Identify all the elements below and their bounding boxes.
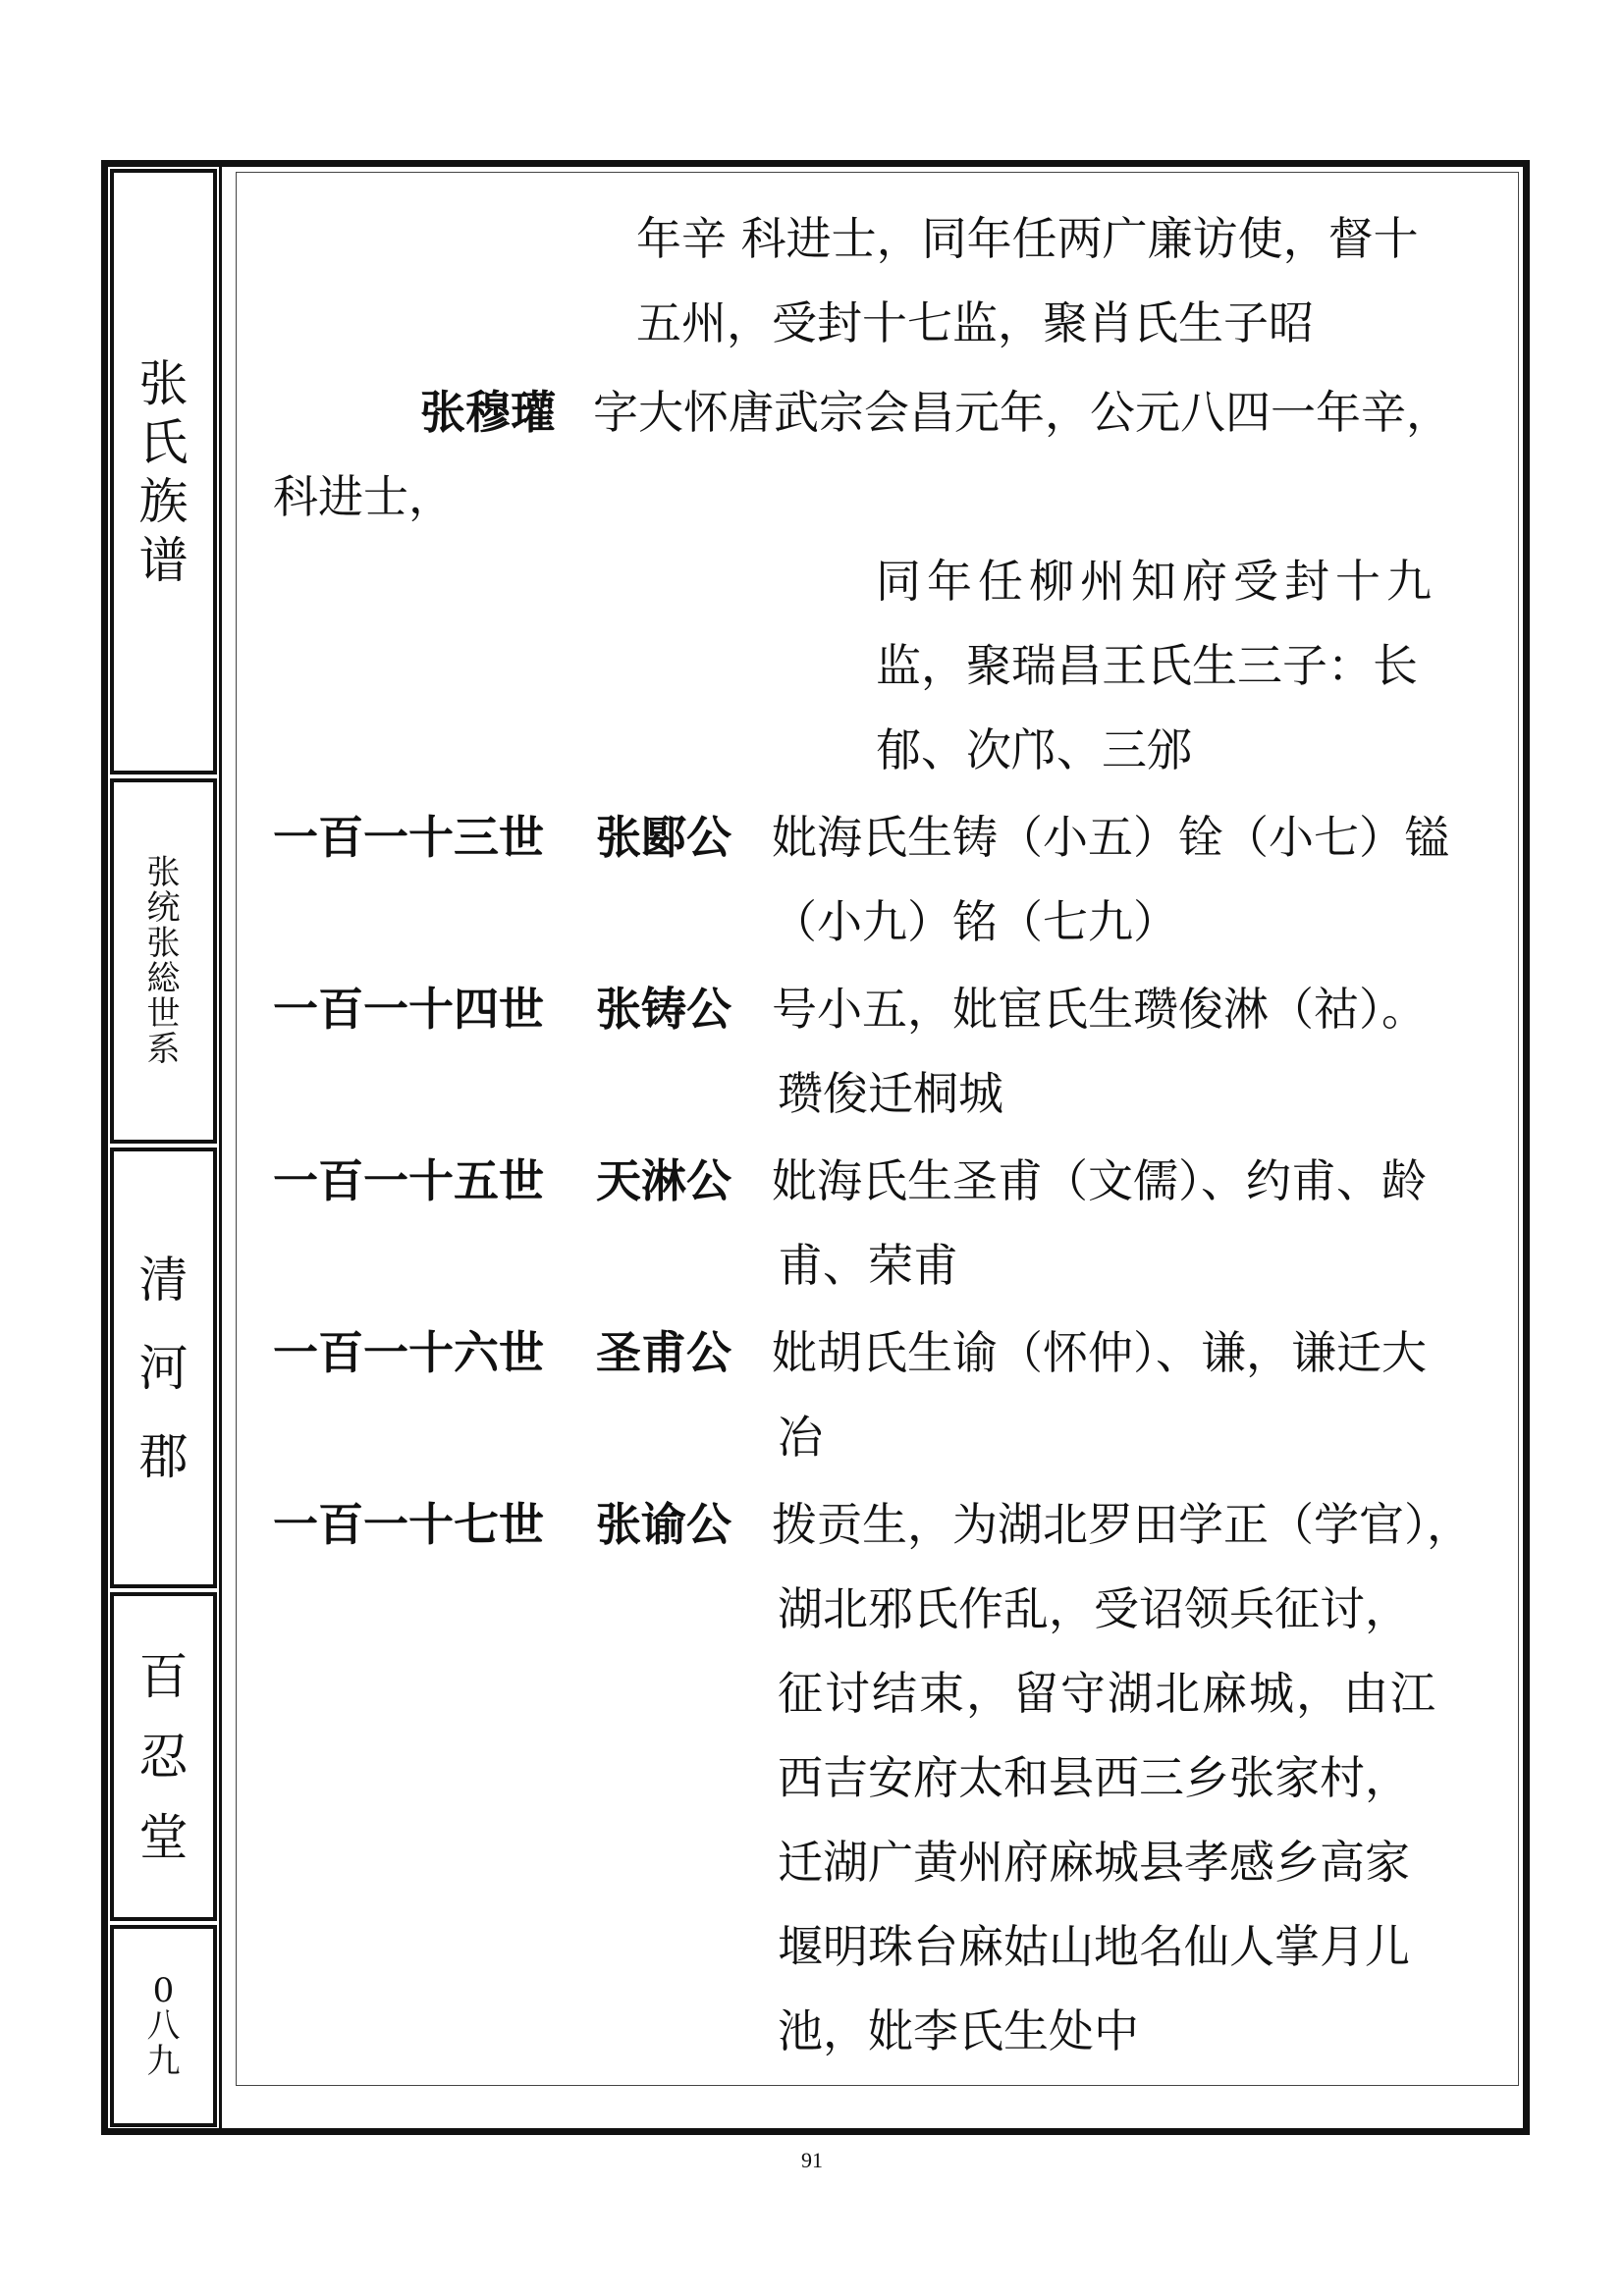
generation-label: 一百一十七世 [273, 1498, 544, 1551]
sidebar-lineage-char: 系 [146, 1030, 181, 1069]
text-line: 同年任柳州知府受封十九 [876, 555, 1437, 608]
text-line: 郁、次邝、三邠 [876, 723, 1192, 776]
text-line: 科进士， [273, 470, 454, 523]
person-name: 圣甫公 [596, 1326, 731, 1379]
text-line: 监，聚瑞昌王氏生三子：长 [876, 639, 1418, 692]
text-line: 妣胡氏生谕（怀仲）、谦，谦迁大 [772, 1326, 1427, 1379]
sidebar-commandery-char: 清 [138, 1251, 189, 1308]
text-line: 征讨结束，留守湖北麻城，由江 [778, 1667, 1437, 1720]
sidebar-title-char: 谱 [138, 531, 189, 589]
text-line: 堰明珠台麻姑山地名仙人掌月儿 [778, 1920, 1410, 1973]
sidebar-hall-char: 百 [138, 1647, 189, 1705]
text-line: 冶 [778, 1411, 823, 1464]
text-line: 甫、荣甫 [778, 1239, 958, 1292]
sidebar-lineage-char: 総 [146, 959, 181, 998]
text-line: （小九）铭（七九） [772, 895, 1178, 948]
sidebar-hall-char: 堂 [138, 1808, 189, 1866]
text-line: 池，妣李氏生处中 [778, 2004, 1139, 2057]
person-name: 天淋公 [596, 1154, 731, 1207]
text-line: 年辛 科进士，同年任两广廉访使，督十 [636, 212, 1419, 265]
sidebar-commandery-char: 河 [138, 1339, 189, 1397]
person-name: 张谕公 [596, 1498, 731, 1551]
text-line: 湖北邪氏作乱，受诏领兵征讨， [778, 1582, 1410, 1635]
text-line: 拨贡生，为湖北罗田学正（学官）， [772, 1498, 1472, 1551]
text-line: 字大怀唐武宗会昌元年，公元八四一年辛， [593, 386, 1451, 439]
sidebar-page-char: 0 [152, 1971, 175, 2010]
sidebar-hall-char: 忍 [138, 1728, 189, 1786]
person-name: 张郾公 [596, 811, 731, 864]
person-name: 张穆瓘 [420, 386, 556, 439]
text-line: 妣海氏生圣甫（文儒）、约甫、龄 [772, 1154, 1427, 1207]
text-line: 号小五，妣宦氏生瓒俊淋（祜）。 [772, 983, 1427, 1036]
generation-label: 一百一十三世 [273, 811, 544, 864]
generation-label: 一百一十五世 [273, 1154, 544, 1207]
sidebar-title-char: 族 [138, 472, 189, 530]
sidebar-page-char: 九 [146, 2042, 181, 2081]
sidebar-lineage-char: 张 [146, 924, 181, 963]
text-line: 妣海氏生铸（小五）铨（小七）镒 [772, 811, 1449, 864]
sidebar-page-char: 八 [146, 2006, 181, 2046]
text-line: 瓒俊迁桐城 [778, 1067, 1003, 1120]
person-name: 张铸公 [596, 983, 731, 1036]
page-number: 91 [801, 2148, 823, 2172]
text-line: 西吉安府太和县西三乡张家村， [778, 1751, 1410, 1804]
sidebar-lineage-char: 统 [146, 888, 181, 928]
text-line: 迁湖广黄州府麻城县孝感乡高家 [778, 1836, 1410, 1889]
text-line: 五州，受封十七监，聚肖氏生子昭 [636, 296, 1314, 349]
generation-label: 一百一十四世 [273, 983, 544, 1036]
sidebar-title-char: 张 [138, 354, 189, 412]
sidebar-title-char: 氏 [138, 413, 189, 471]
sidebar-lineage-char: 张 [146, 853, 181, 892]
generation-label: 一百一十六世 [273, 1326, 544, 1379]
sidebar-commandery-char: 郡 [138, 1427, 189, 1485]
sidebar-lineage-char: 世 [146, 994, 181, 1034]
